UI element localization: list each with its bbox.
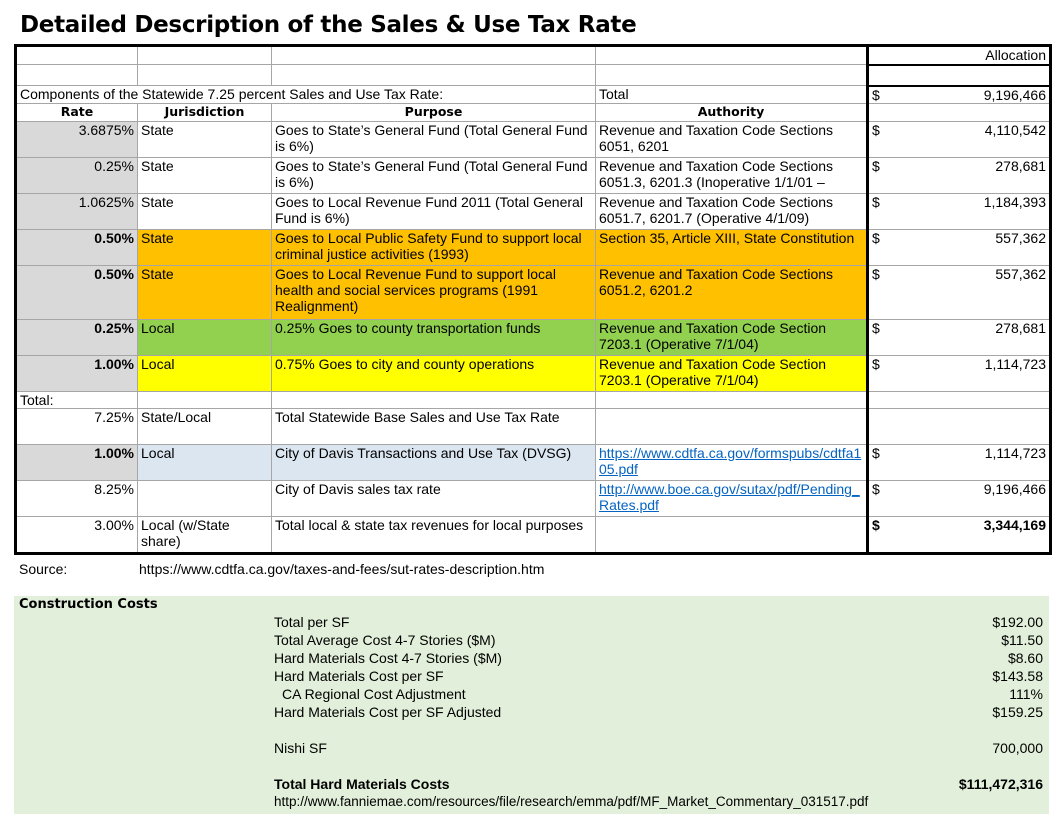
cost-label: Total Average Cost 4-7 Stories ($M) — [274, 632, 496, 648]
authority-cell: Revenue and Taxation Code Sections 6051.7, 6201.7 (Operative 4/1/09) — [596, 194, 868, 230]
purpose-cell: Goes to State’s General Fund (Total General Fund is 6%) — [272, 122, 596, 158]
page-title: Detailed Description of the Sales & Use Tax Rate — [20, 12, 637, 38]
amount-cell: 557,362 — [896, 266, 1051, 320]
authority-cell: Revenue and Taxation Code Section 7203.1 (Operative 7/1/04) — [596, 356, 868, 392]
source-label: Source: — [19, 561, 68, 577]
total-hard-costs-label: Total Hard Materials Costs — [274, 776, 450, 792]
purpose-cell: 0.75% Goes to city and county operations — [272, 356, 596, 392]
cost-value: $159.25 — [992, 704, 1043, 720]
jurisdiction-header: Jurisdiction — [138, 104, 272, 122]
purpose-cell: Goes to Local Revenue Fund 2011 (Total General Fund is 6%) — [272, 194, 596, 230]
jurisdiction-cell: State — [138, 194, 272, 230]
currency-sign: $ — [868, 320, 896, 356]
purpose-cell: Goes to Local Revenue Fund to support local health and social services programs (1991 Realignment) — [272, 266, 596, 320]
cost-label: Hard Materials Cost 4-7 Stories ($M) — [274, 650, 502, 666]
rate-cell: 3.00% — [16, 517, 138, 554]
rate-cell: 0.50% — [16, 266, 138, 320]
amount-cell: 9,196,466 — [896, 481, 1051, 517]
rate-header: Rate — [16, 104, 138, 122]
authority-cell: Revenue and Taxation Code Sections 6051, 6201 — [596, 122, 868, 158]
authority-cell: Revenue and Taxation Code Sections 6051.3, 6201.3 (Inoperative 1/1/01 – — [596, 158, 868, 194]
jurisdiction-cell: Local — [138, 445, 272, 481]
authority-cell: Revenue and Taxation Code Sections 6051.2, 6201.2 — [596, 266, 868, 320]
amount-cell: 3,344,169 — [896, 517, 1051, 554]
amount-cell: 4,110,542 — [896, 122, 1051, 158]
jurisdiction-cell: State — [138, 158, 272, 194]
total-allocation: 9,196,466 — [896, 86, 1051, 104]
rate-cell: 1.0625% — [16, 194, 138, 230]
jurisdiction-cell: State/Local — [138, 409, 272, 445]
purpose-cell: Goes to Local Public Safety Fund to support local criminal justice activities (1993) — [272, 230, 596, 266]
cdtfa-link[interactable]: https://www.cdtfa.ca.gov/formspubs/cdtfa105.pdf — [599, 445, 862, 477]
table-row — [16, 517, 1051, 554]
nishi-label: Nishi SF — [274, 740, 327, 756]
cost-label: CA Regional Cost Adjustment — [282, 686, 466, 702]
amount-cell: 1,114,723 — [896, 445, 1051, 481]
total-row-label: Total: — [16, 392, 138, 409]
jurisdiction-cell: State — [138, 122, 272, 158]
jurisdiction-cell: State — [138, 266, 272, 320]
table-row — [16, 122, 1051, 158]
rate-cell: 1.00% — [16, 445, 138, 481]
total-label: Total — [596, 86, 868, 104]
components-label: Components of the Statewide 7.25 percent Sales and Use Tax Rate: — [16, 86, 596, 104]
cost-value: $8.60 — [1007, 650, 1043, 666]
cost-label: Hard Materials Cost per SF — [274, 668, 444, 684]
authority-cell: Revenue and Taxation Code Section 7203.1 (Operative 7/1/04) — [596, 320, 868, 356]
cost-value: $192.00 — [992, 614, 1043, 630]
purpose-cell: City of Davis sales tax rate — [272, 481, 596, 517]
currency-sign: $ — [868, 266, 896, 320]
total-hard-costs-value: $111,472,316 — [958, 776, 1043, 792]
cost-value: $11.50 — [1001, 632, 1043, 648]
rate-cell: 1.00% — [16, 356, 138, 392]
table-row — [16, 320, 1051, 356]
table-row — [16, 481, 1051, 517]
purpose-cell: City of Davis Transactions and Use Tax (DVSG) — [272, 445, 596, 481]
cost-label: Hard Materials Cost per SF Adjusted — [274, 704, 502, 720]
amount-cell: 557,362 — [896, 230, 1051, 266]
jurisdiction-cell: Local (w/State share) — [138, 517, 272, 554]
allocation-header: Allocation — [868, 46, 1051, 65]
table-row — [16, 158, 1051, 194]
purpose-header: Purpose — [272, 104, 596, 122]
tax-rate-table — [14, 44, 1052, 555]
table-row — [16, 445, 1051, 481]
purpose-cell: 0.25% Goes to county transportation funds — [272, 320, 596, 356]
table-row — [16, 409, 1051, 445]
cost-value: 111% — [1009, 686, 1043, 702]
jurisdiction-cell: Local — [138, 320, 272, 356]
rate-cell: 3.6875% — [16, 122, 138, 158]
construction-costs-panel — [14, 596, 1049, 814]
rate-cell: 0.25% — [16, 320, 138, 356]
currency-sign: $ — [868, 122, 896, 158]
nishi-value: 700,000 — [992, 740, 1043, 756]
amount-cell: 278,681 — [896, 320, 1051, 356]
table-row — [16, 266, 1051, 320]
currency-sign: $ — [868, 86, 896, 104]
currency-sign: $ — [868, 445, 896, 481]
purpose-cell: Goes to State’s General Fund (Total General Fund is 6%) — [272, 158, 596, 194]
table-row — [16, 230, 1051, 266]
rate-cell: 0.25% — [16, 158, 138, 194]
rate-cell: 0.50% — [16, 230, 138, 266]
source-url: https://www.cdtfa.ca.gov/taxes-and-fees/sut-rates-description.htm — [139, 561, 545, 577]
amount-cell: 1,184,393 — [896, 194, 1051, 230]
authority-cell: Section 35, Article XIII, State Constitution — [596, 230, 868, 266]
authority-header: Authority — [596, 104, 868, 122]
currency-sign: $ — [868, 230, 896, 266]
construction-title: Construction Costs — [19, 597, 158, 612]
amount-cell: 278,681 — [896, 158, 1051, 194]
jurisdiction-cell: State — [138, 230, 272, 266]
table-row — [16, 356, 1051, 392]
purpose-cell: Total local & state tax revenues for local purposes — [272, 517, 596, 554]
fanniemae-url: http://www.fanniemae.com/resources/file/research/emma/pdf/MF_Market_Commentary_031517.pdf — [274, 794, 869, 809]
cost-value: $143.58 — [992, 668, 1043, 684]
boe-link[interactable]: http://www.boe.ca.gov/sutax/pdf/Pending_Rates.pdf — [599, 481, 860, 513]
jurisdiction-cell: Local — [138, 356, 272, 392]
rate-cell: 8.25% — [16, 481, 138, 517]
table-row — [16, 194, 1051, 230]
currency-sign: $ — [868, 356, 896, 392]
rate-cell: 7.25% — [16, 409, 138, 445]
currency-sign: $ — [868, 481, 896, 517]
currency-sign: $ — [868, 517, 896, 554]
cost-label: Total per SF — [274, 614, 350, 630]
currency-sign: $ — [868, 194, 896, 230]
purpose-cell: Total Statewide Base Sales and Use Tax Rate — [272, 409, 596, 445]
currency-sign: $ — [868, 158, 896, 194]
amount-cell: 1,114,723 — [896, 356, 1051, 392]
